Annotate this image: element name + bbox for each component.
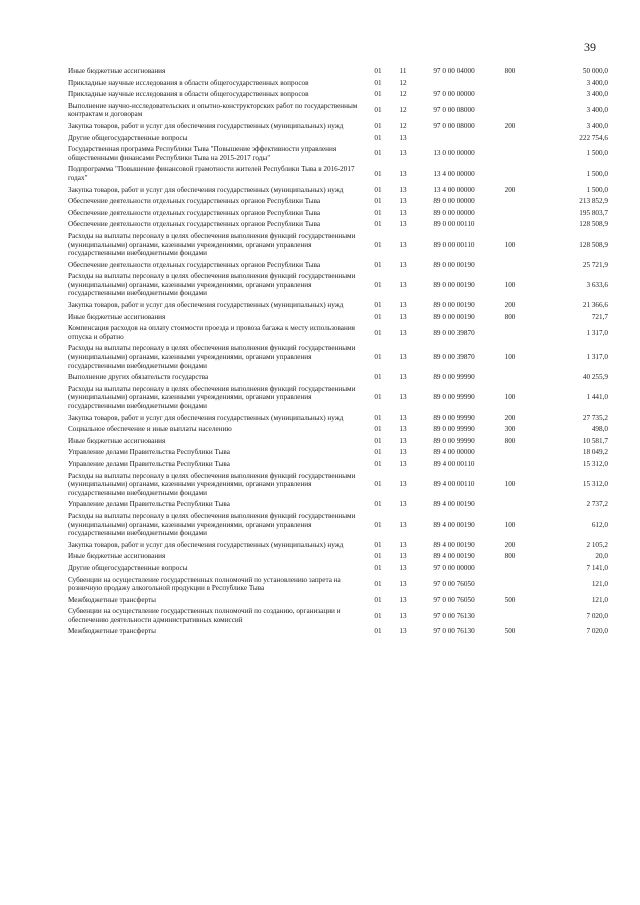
- row-subsection-code: 13: [399, 149, 407, 158]
- row-amount: 7 141,0: [586, 563, 608, 572]
- row-name: Расходы на выплаты персоналу в целях обеспечения выполнения функций государственными (муниципальными) органами, казенными учреждениями, органами управления государственными внебюджетными фондами: [68, 344, 356, 370]
- row-expense-type-code: [490, 372, 530, 384]
- row-section-code: 01: [374, 312, 382, 321]
- row-expense-type-code: [490, 89, 530, 101]
- row-expense-type-code: 100: [504, 353, 516, 362]
- row-name: Социальное обеспечение и иные выплаты населению: [68, 425, 232, 434]
- row-section-code: 01: [374, 436, 382, 445]
- row-subsection-code: 12: [399, 90, 407, 99]
- row-amount: 2 737,2: [586, 500, 608, 509]
- row-amount: 2 105,2: [586, 540, 608, 549]
- table-row: [68, 343, 608, 372]
- row-target-article-code: 89 0 00 00190: [433, 312, 475, 321]
- row-target-article-code: 89 4 00 00190: [433, 500, 475, 509]
- row-subsection-code: 13: [399, 540, 407, 549]
- row-amount: 128 508,9: [579, 240, 608, 249]
- table-row: [68, 208, 608, 220]
- row-expense-type-code: 300: [504, 425, 516, 434]
- row-amount: 1 500,0: [586, 185, 608, 194]
- row-name: Обеспечение деятельности отдельных государственных органов Республики Тыва: [68, 208, 321, 217]
- table-row: [68, 312, 608, 324]
- row-name: Обеспечение деятельности отдельных государственных органов Республики Тыва: [68, 260, 321, 269]
- row-amount: 20,0: [595, 552, 608, 561]
- row-subsection-code: 13: [399, 393, 407, 402]
- table-row: [68, 575, 608, 595]
- row-name: Закупка товаров, работ и услуг для обеспечения государственных (муниципальных) нужд: [68, 185, 344, 194]
- row-section-code: 01: [374, 78, 382, 87]
- row-section-code: 01: [374, 67, 382, 75]
- row-amount: 721,7: [591, 312, 608, 321]
- table-row: [68, 89, 608, 101]
- row-subsection-code: 13: [399, 425, 407, 434]
- row-subsection-code: 13: [399, 448, 407, 457]
- row-subsection-code: 13: [399, 579, 407, 588]
- row-section-code: 01: [374, 393, 382, 402]
- row-expense-type-code: [490, 208, 530, 220]
- table-row: [68, 121, 608, 133]
- row-target-article-code: 89 0 00 99990: [433, 425, 475, 434]
- row-name: Управление делами Правительства Республики Тыва: [68, 500, 230, 509]
- row-section-code: 01: [374, 480, 382, 489]
- row-target-article-code: 89 0 00 00190: [433, 260, 475, 269]
- row-expense-type-code: 500: [504, 627, 516, 636]
- row-section-code: 01: [374, 611, 382, 620]
- table-row: [68, 323, 608, 343]
- row-subsection-code: 13: [399, 240, 407, 249]
- budget-table-body: [68, 66, 608, 638]
- table-row: [68, 540, 608, 552]
- row-amount: 7 020,0: [586, 611, 608, 620]
- row-subsection-code: 13: [399, 353, 407, 362]
- table-row: [68, 459, 608, 471]
- row-expense-type-code: [490, 260, 530, 272]
- row-name: Закупка товаров, работ и услуг для обеспечения государственных (муниципальных) нужд: [68, 301, 344, 310]
- table-row: [68, 271, 608, 300]
- row-target-article-code: 89 0 00 00000: [433, 197, 475, 206]
- row-subsection-code: 13: [399, 169, 407, 178]
- budget-table: [68, 66, 608, 638]
- row-section-code: 01: [374, 185, 382, 194]
- row-name: Другие общегосударственные вопросы: [68, 563, 188, 572]
- table-row: [68, 185, 608, 197]
- row-name: Субвенции на осуществление государственных полномочий по созданию, организации и обеспечению деятельности административных комиссий: [68, 607, 341, 624]
- row-expense-type-code: 100: [504, 520, 516, 529]
- row-section-code: 01: [374, 500, 382, 509]
- row-subsection-code: 13: [399, 595, 407, 604]
- row-name: Закупка товаров, работ и услуг для обеспечения государственных (муниципальных) нужд: [68, 540, 344, 549]
- row-expense-type-code: 200: [504, 121, 516, 130]
- row-section-code: 01: [374, 169, 382, 178]
- row-amount: 121,0: [591, 595, 608, 604]
- row-expense-type-code: [490, 164, 530, 184]
- row-target-article-code: [418, 78, 490, 90]
- row-expense-type-code: [490, 78, 530, 90]
- table-row: [68, 436, 608, 448]
- row-target-article-code: 97 0 00 04000: [433, 67, 475, 75]
- row-section-code: 01: [374, 520, 382, 529]
- row-expense-type-code: [490, 606, 530, 626]
- row-name: Закупка товаров, работ и услуг для обеспечения государственных (муниципальных) нужд: [68, 121, 344, 130]
- row-section-code: 01: [374, 448, 382, 457]
- row-amount: 15 312,0: [582, 480, 608, 489]
- row-target-article-code: 97 0 00 00000: [433, 563, 475, 572]
- row-name: Обеспечение деятельности отдельных государственных органов Республики Тыва: [68, 220, 321, 229]
- row-expense-type-code: 200: [504, 413, 516, 422]
- row-name: Иные бюджетные ассигнования: [68, 67, 166, 75]
- row-expense-type-code: [490, 499, 530, 511]
- row-target-article-code: 97 0 00 76130: [433, 611, 475, 620]
- row-amount: 10 581,7: [582, 436, 608, 445]
- table-row: [68, 563, 608, 575]
- row-name: Управление делами Правительства Республики Тыва: [68, 459, 230, 468]
- row-expense-type-code: [490, 196, 530, 208]
- table-row: [68, 300, 608, 312]
- row-name: Иные бюджетные ассигнования: [68, 312, 166, 321]
- row-amount: 1 317,0: [586, 353, 608, 362]
- row-subsection-code: 13: [399, 480, 407, 489]
- row-amount: 3 400,0: [586, 106, 608, 115]
- row-subsection-code: 13: [399, 520, 407, 529]
- row-section-code: 01: [374, 208, 382, 217]
- row-subsection-code: 13: [399, 459, 407, 468]
- row-subsection-code: 13: [399, 260, 407, 269]
- row-subsection-code: 13: [399, 301, 407, 310]
- row-target-article-code: 89 4 00 00110: [433, 480, 475, 489]
- row-name: Расходы на выплаты персоналу в целях обеспечения выполнения функций государственными (муниципальными) органами, казенными учреждениями, органами управления государственными внебюджетными фондами: [68, 471, 356, 497]
- row-section-code: 01: [374, 425, 382, 434]
- row-subsection-code: 11: [399, 67, 407, 75]
- row-target-article-code: 13 0 00 00000: [433, 149, 475, 158]
- row-expense-type-code: 800: [504, 312, 516, 321]
- table-row: [68, 144, 608, 164]
- row-amount: 128 508,9: [579, 220, 608, 229]
- row-amount: 27 735,2: [582, 413, 608, 422]
- row-amount: 1 500,0: [586, 149, 608, 158]
- row-expense-type-code: [490, 575, 530, 595]
- row-section-code: 01: [374, 627, 382, 636]
- table-row: [68, 551, 608, 563]
- row-subsection-code: 13: [399, 312, 407, 321]
- row-amount: 3 400,0: [586, 90, 608, 99]
- row-amount: 222 754,6: [579, 133, 608, 142]
- row-expense-type-code: 100: [504, 240, 516, 249]
- row-expense-type-code: 200: [504, 301, 516, 310]
- table-row: [68, 196, 608, 208]
- table-row: [68, 384, 608, 413]
- table-row: [68, 231, 608, 260]
- row-amount: 498,0: [591, 425, 608, 434]
- row-amount: 121,0: [591, 579, 608, 588]
- row-subsection-code: 13: [399, 563, 407, 572]
- row-amount: 25 721,9: [582, 260, 608, 269]
- row-section-code: 01: [374, 197, 382, 206]
- row-target-article-code: 89 0 00 39870: [433, 353, 475, 362]
- row-subsection-code: 13: [399, 220, 407, 229]
- row-section-code: 01: [374, 328, 382, 337]
- row-subsection-code: 13: [399, 328, 407, 337]
- row-section-code: 01: [374, 353, 382, 362]
- row-subsection-code: 13: [399, 133, 407, 142]
- table-row: [68, 260, 608, 272]
- row-name: Другие общегосударственные вопросы: [68, 133, 188, 142]
- row-section-code: 01: [374, 459, 382, 468]
- table-row: [68, 447, 608, 459]
- row-subsection-code: 13: [399, 373, 407, 382]
- row-amount: 21 366,6: [582, 301, 608, 310]
- row-subsection-code: 13: [399, 197, 407, 206]
- row-amount: 1 441,0: [586, 393, 608, 402]
- row-expense-type-code: [490, 447, 530, 459]
- row-subsection-code: 13: [399, 280, 407, 289]
- table-row: [68, 471, 608, 500]
- row-name: Прикладные научные исследования в области общегосударственных вопросов: [68, 78, 309, 87]
- row-expense-type-code: 100: [504, 480, 516, 489]
- row-name: Обеспечение деятельности отдельных государственных органов Республики Тыва: [68, 197, 321, 206]
- table-row: [68, 66, 608, 78]
- row-target-article-code: 89 0 00 99990: [433, 393, 475, 402]
- row-subsection-code: 13: [399, 611, 407, 620]
- table-row: [68, 413, 608, 425]
- table-row: [68, 372, 608, 384]
- table-row: [68, 499, 608, 511]
- row-expense-type-code: [490, 133, 530, 145]
- row-target-article-code: 13 4 00 00000: [433, 185, 475, 194]
- row-target-article-code: 97 0 00 00000: [433, 90, 475, 99]
- row-amount: 7 020,0: [586, 627, 608, 636]
- row-name: Расходы на выплаты персоналу в целях обеспечения выполнения функций государственными (муниципальными) органами, казенными учреждениями, органами управления государственными внебюджетными фондами: [68, 231, 356, 258]
- row-section-code: 01: [374, 133, 382, 142]
- row-amount: 3 400,0: [586, 78, 608, 87]
- row-name: Компенсация расходов на оплату стоимости проезда и провоза багажа к месту использования отпуска и обратно: [68, 324, 355, 341]
- row-section-code: 01: [374, 240, 382, 249]
- row-section-code: 01: [374, 220, 382, 229]
- row-target-article-code: 97 0 00 76130: [433, 627, 475, 636]
- row-expense-type-code: 800: [504, 67, 516, 75]
- row-target-article-code: 89 0 00 00190: [433, 280, 475, 289]
- row-amount: 50 000,0: [582, 67, 608, 75]
- row-target-article-code: 97 0 00 08000: [433, 106, 475, 115]
- row-subsection-code: 13: [399, 500, 407, 509]
- row-name: Иные бюджетные ассигнования: [68, 436, 166, 445]
- row-target-article-code: 89 0 00 00190: [433, 301, 475, 310]
- table-row: [68, 511, 608, 540]
- row-amount: 18 049,2: [582, 448, 608, 457]
- row-subsection-code: 12: [399, 121, 407, 130]
- row-subsection-code: 13: [399, 627, 407, 636]
- row-subsection-code: 13: [399, 436, 407, 445]
- table-row: [68, 101, 608, 121]
- row-section-code: 01: [374, 260, 382, 269]
- row-name: Межбюджетные трансферты: [68, 627, 156, 636]
- row-amount: 195 803,7: [579, 208, 608, 217]
- row-target-article-code: 97 0 00 08000: [433, 121, 475, 130]
- row-target-article-code: 97 0 00 76050: [433, 579, 475, 588]
- row-section-code: 01: [374, 373, 382, 382]
- row-expense-type-code: [490, 563, 530, 575]
- row-subsection-code: 12: [399, 106, 407, 115]
- row-expense-type-code: [490, 219, 530, 231]
- row-subsection-code: 13: [399, 552, 407, 561]
- row-subsection-code: 13: [399, 413, 407, 422]
- row-target-article-code: [418, 133, 490, 145]
- row-target-article-code: 97 0 00 76050: [433, 595, 475, 604]
- row-name: Выполнение научно-исследовательских и опытно-конструкторских работ по государственным контрактам и договорам: [68, 101, 358, 119]
- row-section-code: 01: [374, 121, 382, 130]
- row-amount: 213 852,9: [579, 197, 608, 206]
- row-amount: 1 500,0: [586, 169, 608, 178]
- row-expense-type-code: [490, 459, 530, 471]
- row-target-article-code: 89 4 00 00190: [433, 520, 475, 529]
- row-name: Межбюджетные трансферты: [68, 595, 156, 604]
- row-expense-type-code: 100: [504, 280, 516, 289]
- row-section-code: 01: [374, 301, 382, 310]
- table-row: [68, 595, 608, 607]
- row-name: Выполнение других обязательств государства: [68, 373, 209, 382]
- table-row: [68, 626, 608, 638]
- row-name: Субвенции на осуществление государственных полномочий по установлению запрета на розничную продажу алкогольной продукции в Республике Тыва: [68, 575, 341, 593]
- row-amount: 3 400,0: [586, 121, 608, 130]
- row-section-code: 01: [374, 563, 382, 572]
- row-section-code: 01: [374, 90, 382, 99]
- row-name: Расходы на выплаты персоналу в целях обеспечения выполнения функций государственными (муниципальными) органами, казенными учреждениями, органами управления государственными внебюджетными фондами: [68, 272, 356, 298]
- row-expense-type-code: [490, 144, 530, 164]
- row-subsection-code: 13: [399, 185, 407, 194]
- row-name: Расходы на выплаты персоналу в целях обеспечения выполнения функций государственными (муниципальными) органами, казенными учреждениями, органами управления государственными внебюджетными фондами: [68, 384, 356, 410]
- row-section-code: 01: [374, 280, 382, 289]
- row-target-article-code: 89 0 00 00110: [433, 240, 475, 249]
- row-target-article-code: 89 0 00 39870: [433, 328, 475, 337]
- row-section-code: 01: [374, 540, 382, 549]
- row-amount: 40 255,9: [582, 373, 608, 382]
- row-expense-type-code: 800: [504, 436, 516, 445]
- row-amount: 1 317,0: [586, 328, 608, 337]
- row-name: Расходы на выплаты персоналу в целях обеспечения выполнения функций государственными (муниципальными) органами, казенными учреждениями, органами управления государственными внебюджетными фондами: [68, 511, 356, 538]
- row-expense-type-code: [490, 101, 530, 121]
- row-section-code: 01: [374, 149, 382, 158]
- row-subsection-code: 12: [399, 78, 407, 87]
- row-name: Управление делами Правительства Республики Тыва: [68, 448, 230, 457]
- row-target-article-code: 89 4 00 00110: [433, 459, 475, 468]
- row-section-code: 01: [374, 595, 382, 604]
- row-subsection-code: 13: [399, 208, 407, 217]
- row-target-article-code: 89 4 00 00190: [433, 552, 475, 561]
- row-target-article-code: 89 4 00 00000: [433, 448, 475, 457]
- table-row: [68, 164, 608, 184]
- row-target-article-code: 13 4 00 00000: [433, 169, 475, 178]
- row-amount: 3 633,6: [586, 280, 608, 289]
- row-target-article-code: 89 4 00 00190: [433, 540, 475, 549]
- row-name: Государственная программа Республики Тыва "Повышение эффективности управления общественными финансами Республики Тыва на 2015-2017 годы": [68, 145, 337, 162]
- row-section-code: 01: [374, 413, 382, 422]
- row-amount: 612,0: [591, 520, 608, 529]
- row-expense-type-code: 100: [504, 393, 516, 402]
- row-expense-type-code: 500: [504, 595, 516, 604]
- row-target-article-code: 89 0 00 99990: [433, 373, 475, 382]
- row-name: Подпрограмма "Повышение финансовой грамотности жителей Республики Тыва в 2016-2017 годах": [68, 165, 355, 182]
- row-expense-type-code: 800: [504, 552, 516, 561]
- table-row: [68, 606, 608, 626]
- table-row: [68, 78, 608, 90]
- row-section-code: 01: [374, 106, 382, 115]
- row-name: Прикладные научные исследования в области общегосударственных вопросов: [68, 90, 309, 99]
- row-expense-type-code: 200: [504, 540, 516, 549]
- row-target-article-code: 89 0 00 99990: [433, 413, 475, 422]
- row-section-code: 01: [374, 552, 382, 561]
- row-target-article-code: 89 0 00 99990: [433, 436, 475, 445]
- row-name: Иные бюджетные ассигнования: [68, 552, 166, 561]
- table-row: [68, 219, 608, 231]
- row-name: Закупка товаров, работ и услуг для обеспечения государственных (муниципальных) нужд: [68, 413, 344, 422]
- table-row: [68, 133, 608, 145]
- page-number: 39: [584, 40, 596, 54]
- row-expense-type-code: 200: [504, 185, 516, 194]
- row-amount: 15 312,0: [582, 459, 608, 468]
- row-target-article-code: 89 0 00 00110: [433, 220, 475, 229]
- row-expense-type-code: [490, 323, 530, 343]
- row-target-article-code: 89 0 00 00000: [433, 208, 475, 217]
- table-row: [68, 424, 608, 436]
- row-section-code: 01: [374, 579, 382, 588]
